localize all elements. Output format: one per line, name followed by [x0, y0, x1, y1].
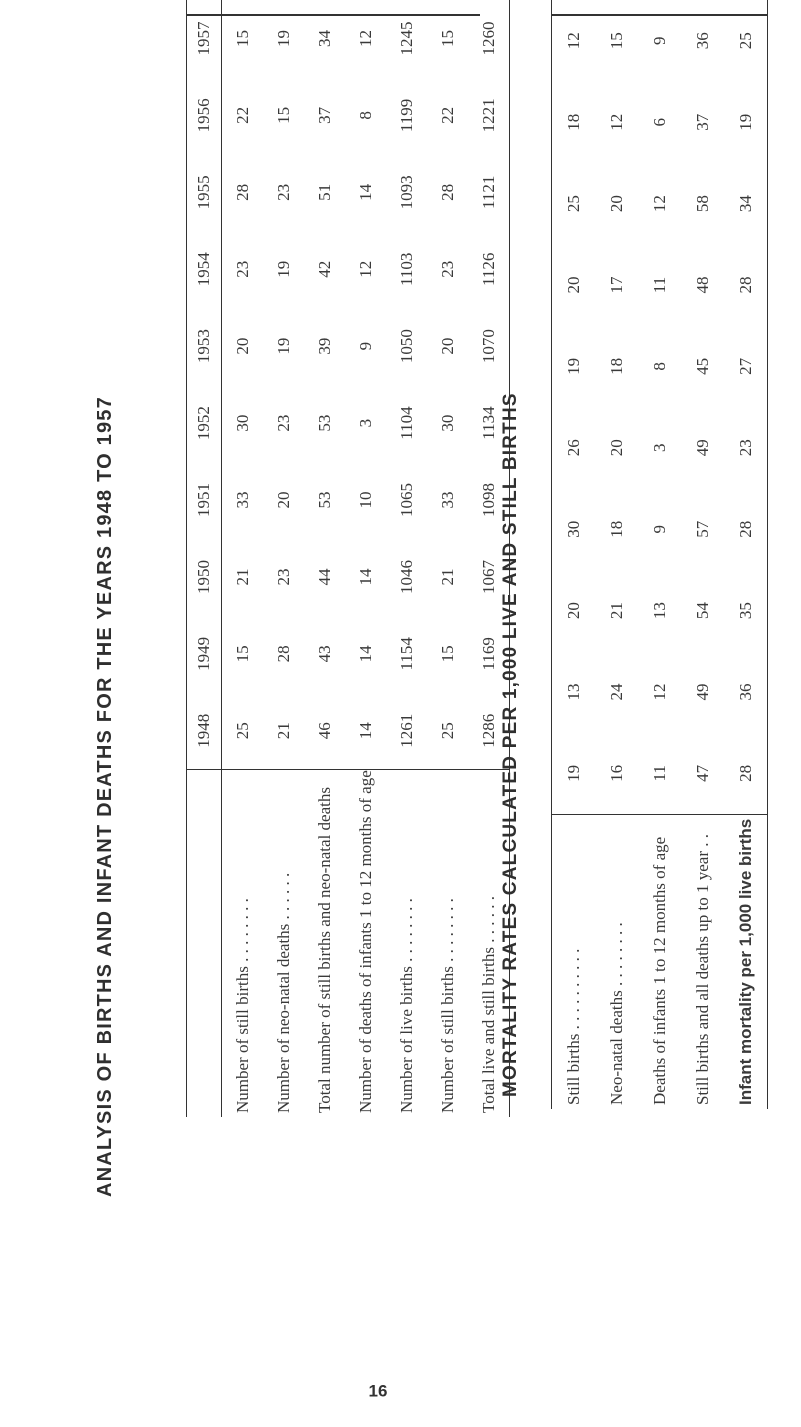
table-cell: 23 [273, 414, 293, 432]
table-cell: 23 [232, 260, 252, 278]
table-cell: 1261 [396, 713, 416, 748]
table-right-rule [186, 15, 480, 17]
table-cell: 23 [437, 260, 457, 278]
table-cell: 1260 [478, 21, 498, 56]
table-cell: 20 [563, 602, 583, 620]
table-cell: 1154 [396, 637, 416, 671]
table-cell: 12 [355, 29, 375, 47]
table-cell: 37 [692, 113, 712, 131]
table-cell: 28 [232, 183, 252, 201]
table-cell: 42 [314, 260, 334, 278]
row-label: Still births . . . . . . . . . . [552, 815, 596, 1109]
table-cell: 30 [563, 520, 583, 538]
table-cell: 28 [735, 764, 755, 782]
row-label: Number of deaths of infants 1 to 12 months of age [345, 770, 386, 1117]
table-cell: 26 [563, 439, 583, 457]
year-header: 1954 [187, 231, 222, 308]
table-cell: 19 [273, 260, 293, 278]
table-cell: 33 [232, 491, 252, 509]
table-cell: 48 [692, 276, 712, 294]
table-cell: 36 [735, 683, 755, 701]
table-cell: 28 [437, 183, 457, 201]
table-cell: 24 [606, 683, 626, 701]
table-cell: 20 [437, 337, 457, 355]
header-corner [187, 770, 222, 1117]
table-cell: 25 [437, 722, 457, 740]
table-cell: 25 [563, 195, 583, 213]
table-cell: 33 [437, 491, 457, 509]
table-cell: 34 [735, 195, 755, 213]
table-cell: 58 [692, 195, 712, 213]
table-cell: 23 [273, 183, 293, 201]
table-cell: 30 [232, 414, 252, 432]
table-cell: 39 [314, 337, 334, 355]
table-cell: 15 [273, 106, 293, 124]
table-cell: 15 [437, 645, 457, 663]
table-cell: 30 [437, 414, 457, 432]
table-cell: 12 [355, 260, 375, 278]
table-cell: 14 [355, 568, 375, 586]
table-cell: 46 [314, 722, 334, 740]
table-cell: 1245 [396, 21, 416, 56]
table-cell: 8 [355, 111, 375, 120]
table-row [681, 0, 724, 1109]
table-cell: 17 [606, 276, 626, 294]
table-cell: 21 [232, 568, 252, 586]
table-cell: 11 [649, 765, 669, 782]
table-cell: 1121 [478, 175, 498, 210]
table-cell: 54 [692, 602, 712, 620]
table-cell: 1065 [396, 483, 416, 518]
table-cell: 20 [606, 195, 626, 213]
table-cell: 28 [735, 520, 755, 538]
table-row [552, 0, 596, 1109]
table-row [595, 0, 638, 1109]
table-cell: 14 [355, 645, 375, 663]
table-cell: 15 [437, 29, 457, 47]
year-header: 1956 [187, 77, 222, 154]
table-cell: 27 [735, 357, 755, 375]
year-header-row [187, 0, 222, 1117]
table-cell: 12 [649, 683, 669, 701]
analysis-title: ANALYSIS OF BIRTHS AND INFANT DEATHS FOR THE YEARS 1948 TO 1957 [94, 396, 116, 1197]
row-label: Number of neo-natal deaths . . . . . . [263, 770, 304, 1117]
year-header: 1951 [187, 462, 222, 539]
row-label: Infant mortality per 1,000 live births [724, 815, 768, 1109]
analysis-table [186, 0, 510, 1117]
table-cell: 12 [563, 32, 583, 50]
table-row [222, 0, 264, 1117]
table-row [724, 0, 768, 1109]
table-cell: 28 [735, 276, 755, 294]
table-cell: 47 [692, 764, 712, 782]
row-label: Neo-natal deaths . . . . . . . . [595, 815, 638, 1109]
year-header: 1948 [187, 692, 222, 769]
table-cell: 3 [355, 418, 375, 428]
table-cell: 16 [606, 764, 626, 782]
table-cell: 1104 [396, 406, 416, 440]
table-cell: 9 [649, 36, 669, 46]
table-cell: 3 [649, 443, 669, 453]
table-row [263, 0, 304, 1117]
table-cell: 9 [355, 341, 375, 351]
table-cell: 1126 [478, 252, 498, 286]
table-cell: 35 [735, 602, 755, 620]
table-cell: 20 [606, 439, 626, 457]
table-cell: 18 [563, 113, 583, 131]
table-cell: 1134 [478, 406, 498, 440]
table-cell: 21 [273, 722, 293, 740]
table-row [345, 0, 386, 1117]
table-cell: 12 [649, 195, 669, 213]
table-cell: 1093 [396, 175, 416, 210]
table-cell: 57 [692, 520, 712, 538]
page-number: 16 [368, 1381, 388, 1401]
table-cell: 18 [606, 520, 626, 538]
table-cell: 6 [649, 117, 669, 127]
table-cell: 22 [437, 106, 457, 124]
table-cell: 1286 [478, 713, 498, 748]
table-cell: 49 [692, 683, 712, 701]
year-header: 1949 [187, 615, 222, 692]
table-cell: 37 [314, 106, 334, 124]
table-cell: 15 [606, 32, 626, 50]
table-cell: 1103 [396, 252, 416, 286]
table-row [638, 0, 681, 1109]
table-cell: 12 [606, 113, 626, 131]
table-cell: 23 [273, 568, 293, 586]
year-header: 1952 [187, 385, 222, 462]
mortality-rates-table [551, 0, 768, 1109]
table-cell: 34 [314, 29, 334, 47]
table-cell: 8 [649, 362, 669, 371]
table-cell: 20 [232, 337, 252, 355]
table-cell: 20 [273, 491, 293, 509]
row-label: Total live and still births . . . . . . [468, 770, 510, 1117]
row-label: Deaths of infants 1 to 12 months of age [638, 815, 681, 1109]
table-cell: 1046 [396, 559, 416, 594]
table-cell: 1098 [478, 483, 498, 518]
table-cell: 43 [314, 645, 334, 663]
table-cell: 53 [314, 414, 334, 432]
row-label: Still births and all deaths up to 1 year . . [681, 815, 724, 1109]
table-cell: 1221 [478, 98, 498, 133]
table-row [427, 0, 468, 1117]
year-header: 1955 [187, 154, 222, 231]
table-cell: 19 [563, 357, 583, 375]
table-cell: 25 [232, 722, 252, 740]
row-label: Total number of still births and neo-natal deaths [304, 770, 345, 1117]
table-cell: 1169 [478, 637, 498, 671]
table-cell: 36 [692, 32, 712, 50]
table-cell: 21 [606, 602, 626, 620]
table-cell: 14 [355, 183, 375, 201]
table-row [304, 0, 345, 1117]
table-cell: 53 [314, 491, 334, 509]
row-label: Number of still births . . . . . . . . [427, 770, 468, 1117]
table-cell: 14 [355, 722, 375, 740]
table-cell: 9 [649, 524, 669, 534]
table-cell: 1199 [396, 98, 416, 133]
table-right-rule [551, 15, 767, 17]
table-row [386, 0, 427, 1117]
table-cell: 23 [735, 439, 755, 457]
table-cell: 51 [314, 183, 334, 201]
row-label: Number of still births . . . . . . . . [222, 770, 264, 1117]
table-cell: 19 [735, 113, 755, 131]
table-cell: 44 [314, 568, 334, 586]
table-cell: 18 [606, 357, 626, 375]
table-cell: 15 [232, 29, 252, 47]
table-cell: 13 [563, 683, 583, 701]
table-cell: 1070 [478, 329, 498, 364]
table-cell: 20 [563, 276, 583, 294]
table-cell: 19 [563, 764, 583, 782]
table-cell: 45 [692, 357, 712, 375]
table-cell: 10 [355, 491, 375, 509]
table-cell: 1067 [478, 559, 498, 594]
mortality-rates-title: MORTALITY RATES CALCULATED PER 1,000 LIVE AND STILL BIRTHS [500, 392, 521, 1097]
year-header: 1950 [187, 538, 222, 615]
table-cell: 28 [273, 645, 293, 663]
table-cell: 19 [273, 29, 293, 47]
table-cell: 11 [649, 276, 669, 294]
year-header: 1957 [187, 0, 222, 77]
table-cell: 19 [273, 337, 293, 355]
table-cell: 1050 [396, 329, 416, 364]
year-header: 1953 [187, 308, 222, 385]
table-cell: 13 [649, 602, 669, 620]
row-label: Number of live births . . . . . . . . [386, 770, 427, 1117]
table-cell: 49 [692, 439, 712, 457]
table-cell: 15 [232, 645, 252, 663]
table-cell: 25 [735, 32, 755, 50]
table-cell: 21 [437, 568, 457, 586]
table-cell: 22 [232, 106, 252, 124]
